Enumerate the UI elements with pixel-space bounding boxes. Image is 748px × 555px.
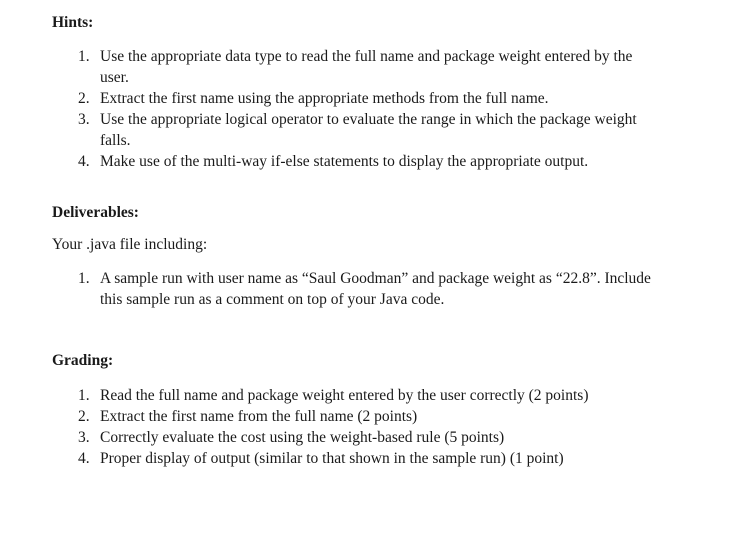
hints-item-number: 4. [78,153,90,170]
grading-item-text: Extract the first name from the full name (2 points) [100,408,418,425]
deliverables-item [0,268,660,310]
deliverables-item-number: 1. [78,270,90,287]
grading-item [0,406,660,427]
grading-heading: Grading: [52,352,114,369]
grading-item-text: Read the full name and package weight entered by the user correctly (2 points) [100,387,589,404]
hints-item-text: Use the appropriate logical operator to evaluate the range in which the package weight falls. [100,111,637,149]
hints-item [0,109,660,151]
grading-item-number: 2. [78,408,90,425]
hints-item-text: Extract the first name using the appropriate methods from the full name. [100,90,549,107]
grading-item [0,427,660,448]
deliverables-list [0,268,660,310]
hints-item [0,151,660,172]
hints-item [0,46,660,88]
grading-item-number: 1. [78,387,90,404]
deliverables-item-text: A sample run with user name as “Saul Goodman” and package weight as “22.8”. Include this sample run as a comment on top of your Java code. [100,270,651,308]
grading-item-text: Correctly evaluate the cost using the weight-based rule (5 points) [100,429,505,446]
deliverables-heading: Deliverables: [52,204,139,221]
hints-item-number: 1. [78,48,90,65]
grading-item-number: 3. [78,429,90,446]
hints-item-number: 3. [78,111,90,128]
hints-item-text: Use the appropriate data type to read the full name and package weight entered by the user. [100,48,633,86]
hints-item-text: Make use of the multi-way if-else statements to display the appropriate output. [100,153,589,170]
hints-list [0,46,660,172]
deliverables-intro: Your .java file including: [52,236,208,253]
grading-item [0,385,660,406]
grading-item-text: Proper display of output (similar to that shown in the sample run) (1 point) [100,450,564,467]
hints-item-number: 2. [78,90,90,107]
hints-item [0,88,660,109]
grading-list [0,385,660,469]
grading-item-number: 4. [78,450,90,467]
hints-heading: Hints: [52,14,94,31]
grading-item [0,448,660,469]
